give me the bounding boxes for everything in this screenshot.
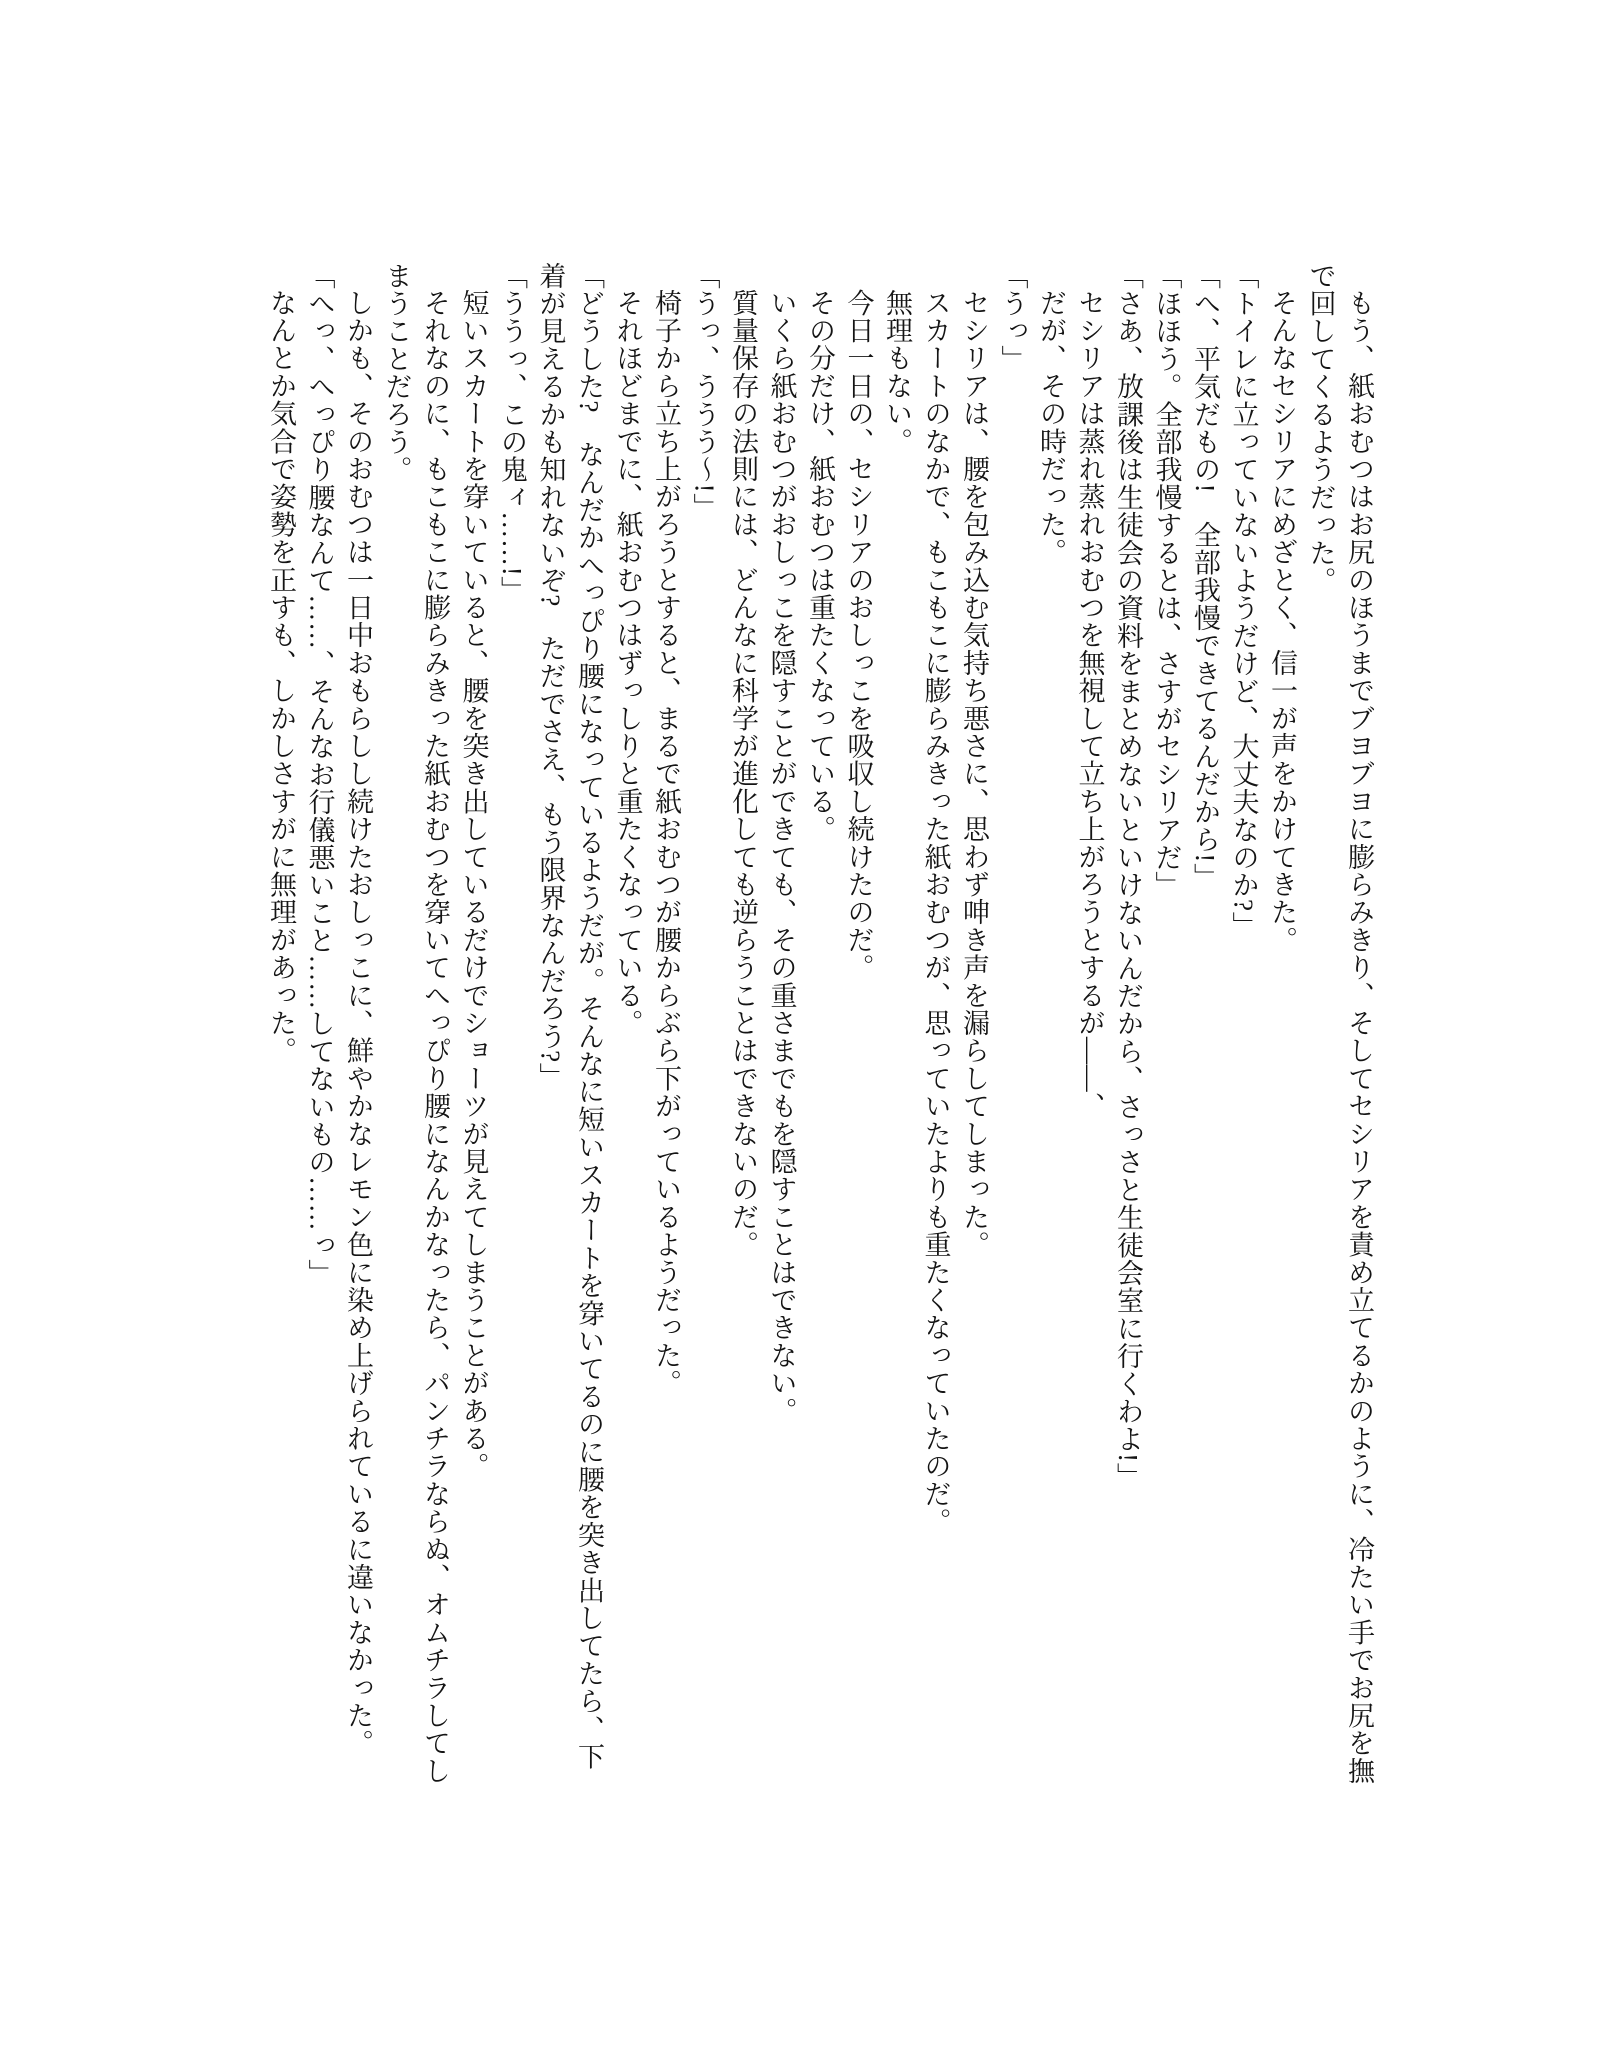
narration-line: 短いスカートを穿いていると、腰を突き出しているだけでショーツが見えてしまうことがある。 (458, 289, 489, 1481)
narration-line: それなのに、もこもこに膨らみきった紙おむつを穿いてへっぴり腰になんかなったら、パンチラならぬ、オムチラしてしまうことだろう。 (381, 262, 450, 1785)
dialogue-line: 「へっ、へっぴり腰なんて……、そんなお行儀悪いこと……してないもの……っ」 (304, 262, 335, 1287)
narration-line: その分だけ、紙おむつは重たくなっている。 (805, 289, 835, 843)
dialogue-line: 「どうした? なんだかへっぴり腰になっているようだが。そんなに短いスカートを穿いてるのに腰を突き出してたら、下着が見えるかも知れないぞ? ただでさえ、もう限界なんだろう?」 (535, 262, 604, 1771)
dialogue-line: 「トイレに立っていないようだけど、大丈夫なのか?」 (1228, 262, 1259, 940)
dialogue-line: 「うっ、ううう〜!」 (689, 262, 720, 521)
narration-line: なんとか気合で姿勢を正すも、しかしさすがに無理があった。 (266, 289, 296, 1065)
narration-line: 質量保存の法則には、どんなに科学が進化しても逆らうことはできないのだ。 (728, 289, 758, 1259)
narration-line: だが、その時だった。 (1036, 289, 1066, 566)
narration-line: もう、紙おむつはお尻のほうまでブヨブヨに膨らみきり、そしてセシリアを責め立てるかのように、冷たい手でお尻を撫で回してくるようだった。 (1305, 262, 1374, 1785)
dialogue-line: 「へ、平気だもの! 全部我慢できてるんだから!」 (1190, 262, 1220, 891)
dialogue-line: 「さあ、放課後は生徒会の資料をまとめないといけないんだから、さっさと生徒会室に行くわよ!」 (1113, 262, 1143, 1491)
narration-line: しかも、そのおむつは一日中おもらしし続けたおしっこに、鮮やかなレモン色に染め上げられているに違いなかった。 (343, 289, 373, 1758)
narration-line: それほどまでに、紙おむつはずっしりと重たくなっている。 (612, 289, 643, 1037)
narration-line: セシリアは、腰を包み込む気持ち悪さに、思わず呻き声を漏らしてしまった。 (959, 289, 989, 1259)
narration-line: 今日一日の、セシリアのおしっこを吸収し続けたのだ。 (843, 289, 874, 982)
dialogue-line: 「ほほう。全部我慢するとは、さすがセシリアだ」 (1151, 262, 1182, 900)
narration-line: そんなセシリアにめざとく、信一が声をかけてきた。 (1267, 289, 1297, 954)
narration-line: 椅子から立ち上がろうとすると、まるで紙おむつが腰からぶら下がっているようだった。 (651, 289, 681, 1397)
dialogue-line: 「うっ」 (997, 262, 1028, 373)
narration-line: セシリアは蒸れ蒸れおむつを無視して立ち上がろうとするが――、 (1074, 289, 1105, 1120)
narration-line: スカートのなかで、もこもこに膨らみきった紙おむつが、思っていたよりも重たくなっていたのだ。 (920, 289, 951, 1536)
narration-line: いくら紙おむつがおしっこを隠すことができても、その重さまでもを隠すことはできない。 (766, 289, 797, 1425)
dialogue-line: 「ううっ、この鬼ィ……!」 (497, 262, 527, 605)
narration-line: 無理もない。 (882, 289, 912, 456)
text-block (262, 262, 1379, 1788)
